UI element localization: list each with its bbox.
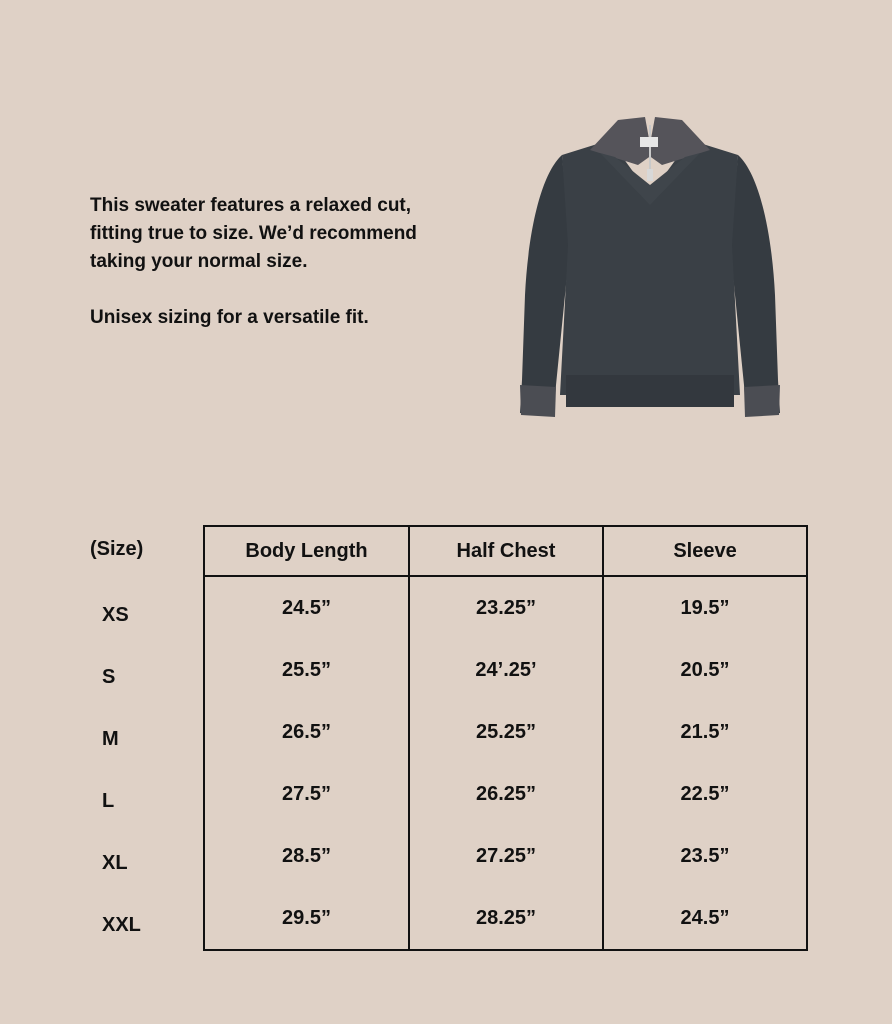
size-column-header: (Size) xyxy=(90,538,144,560)
size-label-xs: XS xyxy=(102,604,129,626)
body-length-cell: 24.5” xyxy=(204,576,409,639)
size-label-l: L xyxy=(102,790,115,812)
sweater-photo xyxy=(470,95,830,475)
description-line: taking your normal size. xyxy=(90,251,308,272)
description-line: This sweater features a relaxed cut, xyxy=(90,195,412,216)
body-length-cell: 28.5” xyxy=(204,825,409,887)
sleeve-cell: 21.5” xyxy=(603,701,807,763)
sleeve-cell: 24.5” xyxy=(603,887,807,950)
size-label-m: M xyxy=(102,728,119,750)
unisex-note: Unisex sizing for a versatile fit. xyxy=(90,307,369,328)
table-row xyxy=(204,763,807,825)
body-length-cell: 29.5” xyxy=(204,887,409,950)
sweater-illustration xyxy=(470,95,830,475)
header-body-length: Body Length xyxy=(204,526,409,576)
table-row xyxy=(204,701,807,763)
body-length-cell: 26.5” xyxy=(204,701,409,763)
half-chest-cell: 23.25” xyxy=(409,576,603,639)
sleeve-cell: 23.5” xyxy=(603,825,807,887)
body-length-cell: 25.5” xyxy=(204,639,409,701)
table-row xyxy=(204,887,807,950)
table-header-row xyxy=(204,526,807,576)
size-chart-table xyxy=(203,525,808,951)
header-sleeve: Sleeve xyxy=(603,526,807,576)
sleeve-cell: 22.5” xyxy=(603,763,807,825)
half-chest-cell: 26.25” xyxy=(409,763,603,825)
header-half-chest: Half Chest xyxy=(409,526,603,576)
description-line: fitting true to size. We’d recommend xyxy=(90,223,417,244)
sleeve-cell: 19.5” xyxy=(603,576,807,639)
half-chest-cell: 25.25” xyxy=(409,701,603,763)
size-label-s: S xyxy=(102,666,116,688)
table-row xyxy=(204,825,807,887)
half-chest-cell: 27.25” xyxy=(409,825,603,887)
half-chest-cell: 24’.25’ xyxy=(409,639,603,701)
table-row xyxy=(204,639,807,701)
product-description xyxy=(90,192,490,332)
size-label-xl: XL xyxy=(102,852,128,874)
table-row xyxy=(204,576,807,639)
size-label-xxl: XXL xyxy=(102,914,141,936)
half-chest-cell: 28.25” xyxy=(409,887,603,950)
body-length-cell: 27.5” xyxy=(204,763,409,825)
sleeve-cell: 20.5” xyxy=(603,639,807,701)
